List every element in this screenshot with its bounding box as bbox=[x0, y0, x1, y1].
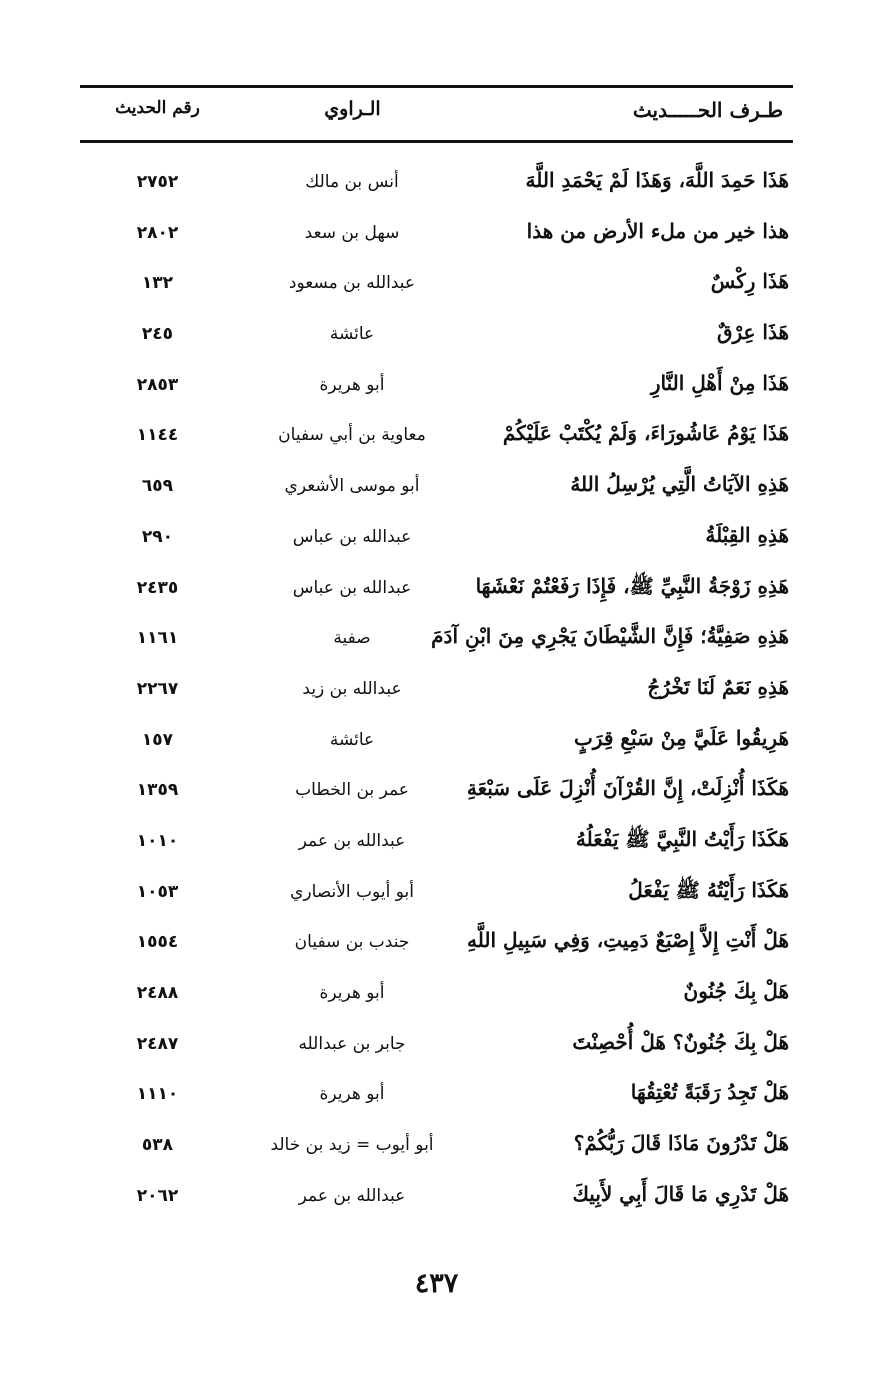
narrator: أبو هريرة bbox=[319, 1084, 385, 1105]
hadith-number: ٢٨٥٣ bbox=[136, 374, 179, 395]
hadith-text: هَكَذَا رَأَيْتُهُ ﷺ يَفْعَلُ bbox=[628, 877, 789, 902]
hadith-number: ٢٤٣٥ bbox=[136, 577, 179, 598]
hadith-number: ١٣٢ bbox=[141, 273, 174, 294]
table-row bbox=[80, 971, 793, 1022]
table-row bbox=[80, 1123, 793, 1174]
hadith-text: هَلْ تَدْرُونَ مَاذَا قَالَ رَبُّكُمْ؟ bbox=[573, 1131, 789, 1156]
table-row bbox=[80, 616, 793, 667]
narrator: عبدالله بن عمر bbox=[298, 830, 406, 851]
hadith-number: ١١١٠ bbox=[136, 1084, 179, 1105]
table-row bbox=[80, 819, 793, 870]
header-narrator: الـراوي bbox=[324, 98, 381, 120]
hadith-text: هَذِهِ القِبْلَةُ bbox=[705, 522, 789, 547]
narrator: جندب بن سفيان bbox=[294, 932, 410, 953]
hadith-number: ١١٤٤ bbox=[136, 425, 179, 446]
header-hadith-text: طـرف الحـــــديث bbox=[632, 98, 783, 122]
narrator: عبدالله بن عباس bbox=[292, 526, 412, 547]
hadith-text: هَذِهِ زَوْجَةُ النَّبِيِّ ﷺ، فَإِذَا رَفَعْتُمْ نَعْشَهَا bbox=[475, 573, 789, 598]
narrator: أبو أيوب = زيد بن خالد bbox=[270, 1135, 434, 1156]
hadith-text: هذا خير من ملء الأرض من هذا bbox=[526, 218, 789, 243]
hadith-text: هَكَذَا رَأَيْتُ النَّبِيَّ ﷺ يَفْعَلُهُ bbox=[575, 826, 789, 851]
hadith-text: هَكَذَا أُنْزِلَتْ، إِنَّ القُرْآنَ أُنْزِلَ عَلَى سَبْعَةِ bbox=[466, 776, 789, 801]
hadith-text: هَلْ بِكَ جُنُونٌ bbox=[683, 979, 789, 1003]
hadith-number: ٥٣٨ bbox=[141, 1135, 174, 1156]
table-row bbox=[80, 464, 793, 515]
narrator: معاوية بن أبي سفيان bbox=[278, 425, 426, 446]
hadith-number: ٢٤٨٨ bbox=[136, 983, 179, 1003]
hadith-text: هَلْ أَنْتِ إِلاَّ إِصْبَعٌ دَمِيتِ، وَفِي سَبِيلِ اللَّهِ bbox=[467, 928, 789, 953]
table-row bbox=[80, 413, 793, 464]
narrator: أنس بن مالك bbox=[305, 172, 399, 192]
header-top-rule bbox=[80, 85, 793, 88]
table-row bbox=[80, 312, 793, 363]
hadith-text: هَذَا يَوْمُ عَاشُورَاءَ، وَلَمْ يُكْتَبْ عَلَيْكُمْ bbox=[502, 421, 789, 446]
narrator: عبدالله بن زيد bbox=[302, 678, 402, 699]
table-row bbox=[80, 768, 793, 819]
hadith-number: ١٥٥٤ bbox=[136, 932, 179, 953]
table-row bbox=[80, 667, 793, 718]
table-row bbox=[80, 1174, 793, 1225]
narrator: أبو هريرة bbox=[319, 374, 385, 395]
page-number: ٤٣٧ bbox=[414, 1268, 459, 1299]
hadith-number: ١٥٧ bbox=[141, 729, 174, 750]
table-row bbox=[80, 160, 793, 211]
hadith-number: ٢٤٨٧ bbox=[136, 1033, 179, 1054]
narrator: صفية bbox=[333, 628, 371, 649]
hadith-number: ٢٧٥٢ bbox=[136, 172, 179, 192]
hadith-number: ٢٨٠٢ bbox=[136, 222, 179, 243]
table-row bbox=[80, 1022, 793, 1073]
table-row bbox=[80, 920, 793, 971]
table-row bbox=[80, 566, 793, 617]
table-row bbox=[80, 261, 793, 312]
table-row bbox=[80, 870, 793, 921]
index-table-body bbox=[80, 160, 793, 1224]
table-header bbox=[80, 98, 793, 134]
hadith-text: هَذَا حَمِدَ اللَّهَ، وَهَذَا لَمْ يَحْمَدِ اللَّهَ bbox=[525, 168, 789, 192]
narrator: عبدالله بن مسعود bbox=[288, 273, 416, 294]
hadith-number: ٢٠٦٢ bbox=[136, 1185, 179, 1206]
hadith-text: هَذَا رِكْسٌ bbox=[710, 269, 789, 294]
hadith-text: هَذِهِ الآيَاتُ الَّتِي يُرْسِلُ اللهُ bbox=[570, 472, 789, 497]
hadith-text: هَذَا عِرْقٌ bbox=[716, 320, 789, 345]
narrator: سهل بن سعد bbox=[304, 222, 400, 243]
narrator: جابر بن عبدالله bbox=[298, 1033, 406, 1054]
table-row bbox=[80, 515, 793, 566]
narrator: أبو هريرة bbox=[319, 983, 385, 1003]
hadith-number: ٢٢٦٧ bbox=[136, 678, 179, 699]
hadith-text: هَلْ بِكَ جُنُونٌ؟ هَلْ أُحْصِنْتَ bbox=[572, 1029, 789, 1054]
narrator: أبو أيوب الأنصاري bbox=[290, 881, 414, 902]
narrator: عائشة bbox=[329, 729, 375, 750]
narrator: عمر بن الخطاب bbox=[295, 780, 409, 801]
hadith-number: ١٠١٠ bbox=[136, 830, 179, 851]
header-hadith-number: رقم الحديث bbox=[115, 98, 200, 118]
narrator: أبو موسى الأشعري bbox=[284, 476, 420, 497]
table-row bbox=[80, 211, 793, 262]
hadith-text: هَلْ تَدْرِي مَا قَالَ أَبِي لأَبِيكَ bbox=[572, 1181, 789, 1206]
hadith-text: هَرِيقُوا عَلَيَّ مِنْ سَبْعِ قِرَبٍ bbox=[573, 725, 789, 750]
hadith-number: ٢٤٥ bbox=[141, 324, 174, 345]
narrator: عبدالله بن عمر bbox=[298, 1185, 406, 1206]
hadith-number: ١٠٥٣ bbox=[136, 881, 179, 902]
hadith-text: هَذِهِ صَفِيَّةُ؛ فَإِنَّ الشَّيْطَانَ يَجْرِي مِنَ ابْنِ آدَمَ bbox=[431, 624, 789, 649]
hadith-number: ٦٥٩ bbox=[141, 476, 174, 497]
hadith-number: ١٣٥٩ bbox=[136, 780, 179, 801]
hadith-number: ١١٦١ bbox=[136, 628, 179, 649]
table-row bbox=[80, 718, 793, 769]
narrator: عائشة bbox=[329, 324, 375, 345]
narrator: عبدالله بن عباس bbox=[292, 577, 412, 598]
table-row bbox=[80, 363, 793, 414]
table-row bbox=[80, 1072, 793, 1123]
header-bottom-rule bbox=[80, 140, 793, 143]
hadith-text: هَذِهِ نَعَمٌ لَنَا تَخْرُجُ bbox=[647, 674, 789, 699]
hadith-text: هَلْ تَجِدُ رَقَبَةً تُعْتِقُهَا bbox=[630, 1080, 789, 1105]
hadith-number: ٢٩٠ bbox=[141, 526, 174, 547]
hadith-text: هَذَا مِنْ أَهْلِ النَّارِ bbox=[650, 370, 789, 395]
